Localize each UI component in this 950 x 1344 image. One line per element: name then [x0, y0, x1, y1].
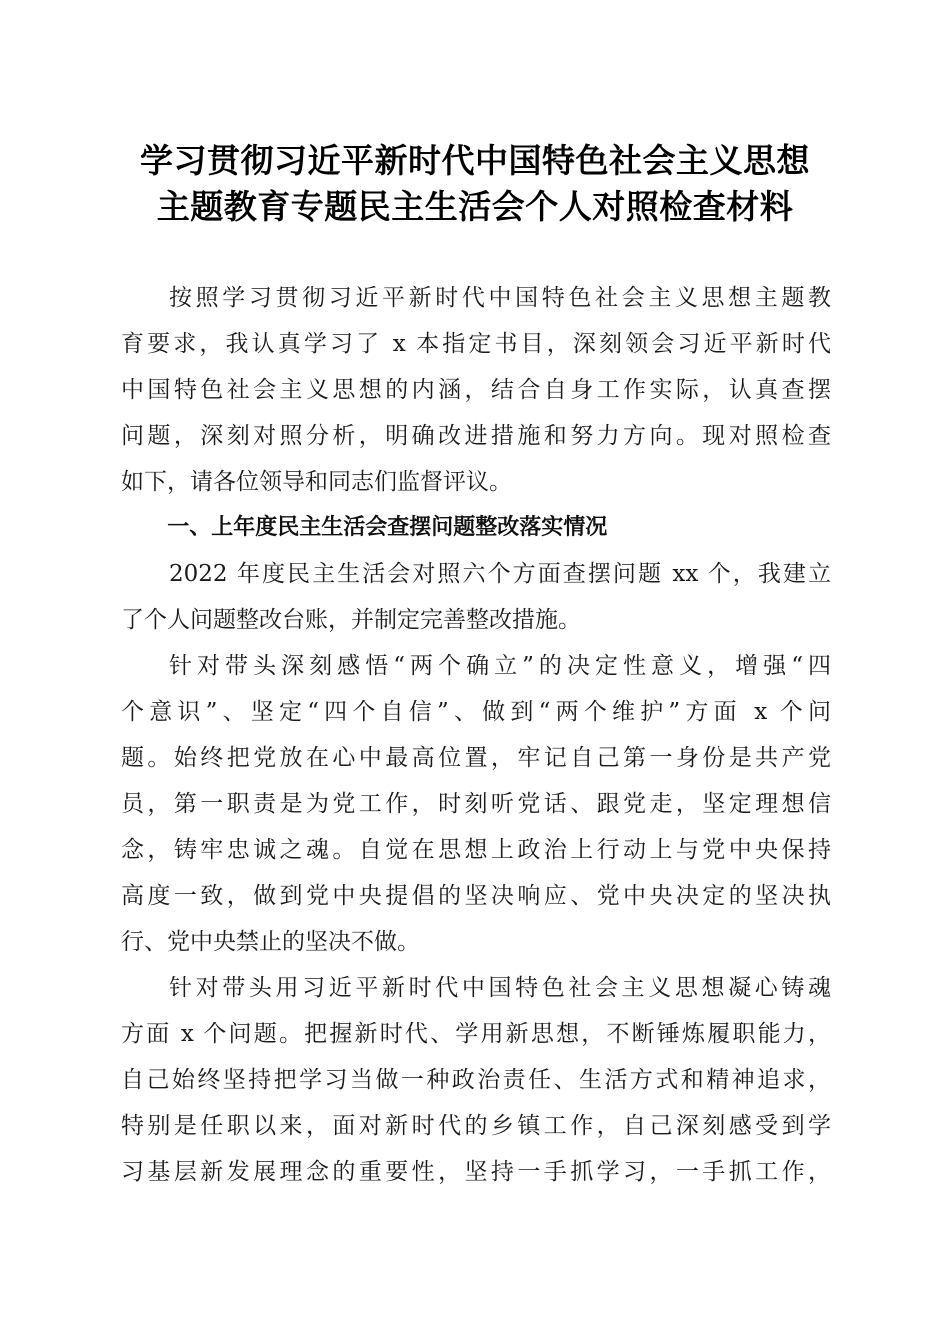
body-paragraph — [121, 643, 831, 965]
text-line: 针对带头深刻感悟“两个确立”的决定性意义，增强“四 — [169, 653, 831, 679]
title-line-1: 学习贯彻习近平新时代中国特色社会主义思想 — [140, 141, 810, 180]
text-line: 高度一致，做到党中央提倡的坚决响应、党中央决定的坚决执 — [121, 883, 831, 909]
body-paragraph — [121, 551, 831, 643]
text-line: 问题，深刻对照分析，明确改进措施和努力方向。现对照检查 — [121, 423, 831, 449]
document-body — [121, 275, 831, 1195]
intro-paragraph — [121, 275, 831, 505]
text-line: 习基层新发展理念的重要性，坚持一手抓学习，一手抓工作， — [121, 1159, 831, 1185]
document-title — [0, 138, 950, 230]
text-line: 特别是任职以来，面对新时代的乡镇工作，自己深刻感受到学 — [121, 1113, 831, 1139]
text-line: 中国特色社会主义思想的内涵，结合自身工作实际，认真查摆 — [121, 377, 831, 403]
title-line-2: 主题教育专题民主生活会个人对照检查材料 — [156, 187, 794, 226]
text-line: 自己始终坚持把学习当做一种政治责任、生活方式和精神追求， — [121, 1067, 831, 1093]
text-line: 了个人问题整改台账，并制定完善整改措施。 — [121, 607, 581, 633]
text-line: 念，铸牢忠诚之魂。自觉在思想上政治上行动上与党中央保持 — [121, 837, 831, 863]
section-heading: 一、上年度民主生活会查摆问题整改落实情况 — [167, 515, 608, 540]
text-line: 题。始终把党放在心中最高位置，牢记自己第一身份是共产党 — [121, 745, 831, 771]
text-line: 如下，请各位领导和同志们监督评议。 — [121, 469, 512, 495]
text-line: 个意识”、坚定“四个自信”、做到“两个维护”方面 x 个问 — [121, 699, 831, 725]
text-line: 员，第一职责是为党工作，时刻听党话、跟党走，坚定理想信 — [121, 791, 831, 817]
text-line: 按照学习贯彻习近平新时代中国特色社会主义思想主题教 — [169, 285, 831, 311]
body-paragraph — [121, 965, 831, 1195]
text-line: 针对带头用习近平新时代中国特色社会主义思想凝心铸魂 — [169, 975, 831, 1001]
text-line: 2022 年度民主生活会对照六个方面查摆问题 xx 个，我建立 — [169, 561, 831, 587]
text-line: 方面 x 个问题。把握新时代、学用新思想，不断锤炼履职能力， — [121, 1021, 831, 1047]
text-line: 行、党中央禁止的坚决不做。 — [121, 929, 420, 955]
text-line: 育要求，我认真学习了 x 本指定书目，深刻领会习近平新时代 — [121, 331, 831, 357]
